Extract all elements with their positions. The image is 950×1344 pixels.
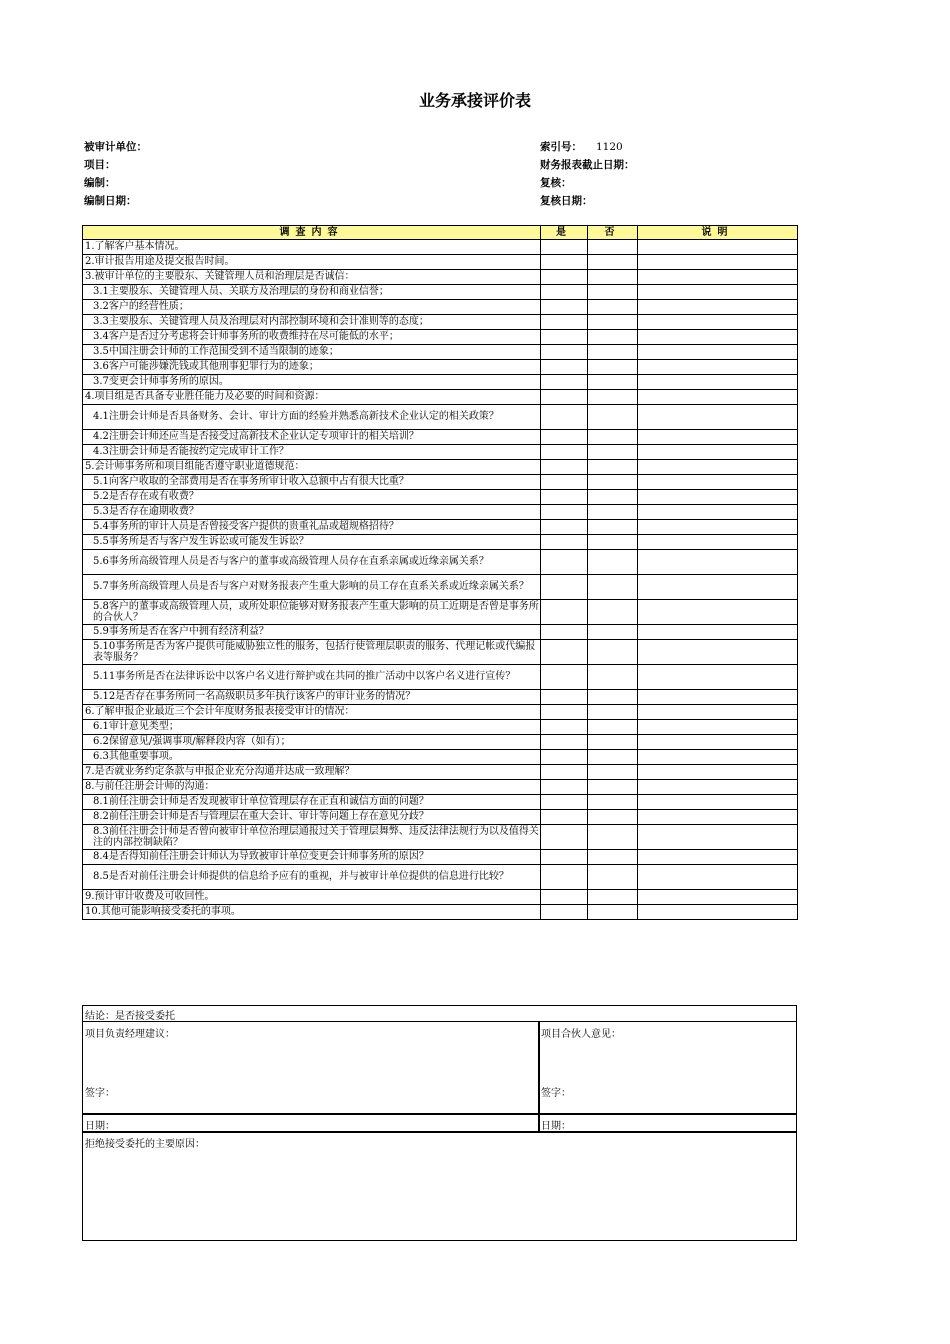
table-row [83,330,798,345]
table-row [83,600,798,625]
no-cell[interactable] [588,360,638,375]
table-row [83,300,798,315]
no-cell[interactable] [588,535,638,550]
table-row [83,430,798,445]
row-question: 6.1审计意见类型； [83,720,541,735]
meta-period-end: 财务报表截止日期： [540,159,635,171]
yes-cell[interactable] [541,810,588,825]
table-row [83,765,798,780]
row-question: 5.会计师事务所和项目组能否遵守职业道德规范： [83,460,541,475]
row-question: 5.5事务所是否与客户发生诉讼或可能发生诉讼？ [83,535,541,550]
row-question: 5.9事务所是否在客户中拥有经济利益？ [83,625,541,640]
yes-cell[interactable] [541,690,588,705]
table-row [83,445,798,460]
table-row [83,360,798,375]
no-cell[interactable] [588,765,638,780]
remark-cell[interactable] [638,475,798,490]
header-content: 调查内容 [83,226,541,240]
yes-cell[interactable] [541,345,588,360]
table-row [83,825,798,850]
yes-cell[interactable] [541,535,588,550]
no-cell[interactable] [588,690,638,705]
table-row [83,535,798,550]
no-cell[interactable] [588,345,638,360]
table-row [83,505,798,520]
row-question: 3.被审计单位的主要股东、关键管理人员和治理层是否诚信： [83,270,541,285]
no-cell[interactable] [588,625,638,640]
yes-cell[interactable] [541,575,588,600]
remark-cell[interactable] [638,810,798,825]
rejection-reason-box[interactable] [82,1131,797,1241]
no-cell[interactable] [588,550,638,575]
remark-cell[interactable] [638,600,798,625]
row-question: 5.7事务所高级管理人员是否与客户对财务报表产生重大影响的员工存在直系关系或近缘亲属关系？ [83,575,541,600]
header-yes: 是 [541,226,588,240]
table-row [83,750,798,765]
no-cell[interactable] [588,640,638,665]
yes-cell[interactable] [541,240,588,255]
no-cell[interactable] [588,890,638,905]
yes-cell[interactable] [541,445,588,460]
remark-cell[interactable] [638,705,798,720]
conclusion-label: 结论：是否接受委托 [85,1011,175,1022]
table-row [83,780,798,795]
remark-cell[interactable] [638,255,798,270]
no-cell[interactable] [588,575,638,600]
remark-cell[interactable] [638,520,798,535]
remark-cell[interactable] [638,285,798,300]
remark-cell[interactable] [638,330,798,345]
table-row [83,735,798,750]
table-row [83,255,798,270]
yes-cell[interactable] [541,705,588,720]
table-row [83,270,798,285]
meta-right [540,138,649,210]
meta-review-date: 复核日期： [540,195,593,207]
table-row [83,405,798,430]
table-row [83,345,798,360]
no-cell[interactable] [588,520,638,535]
yes-cell[interactable] [541,750,588,765]
row-question: 3.7变更会计师事务所的原因。 [83,375,541,390]
yes-cell[interactable] [541,390,588,405]
yes-cell[interactable] [541,890,588,905]
row-question: 4.2注册会计师还应当是否接受过高新技术企业认定专项审计的相关培训？ [83,430,541,445]
yes-cell[interactable] [541,375,588,390]
remark-cell[interactable] [638,665,798,690]
row-question: 5.6事务所高级管理人员是否与客户的董事或高级管理人员存在直系亲属或近缘亲属关系？ [83,550,541,575]
no-cell[interactable] [588,270,638,285]
row-question: 6.3其他重要事项。 [83,750,541,765]
row-question: 5.10事务所是否为客户提供可能威胁独立性的服务，包括行使管理层职责的服务、代理记帐或代编报表等服务？ [83,640,541,665]
table-row [83,665,798,690]
no-cell[interactable] [588,905,638,920]
yes-cell[interactable] [541,255,588,270]
yes-cell[interactable] [541,735,588,750]
partner-opinion-box[interactable] [538,1021,797,1115]
remark-cell[interactable] [638,315,798,330]
meta-index-no: 索引号： 1120 [540,141,623,153]
manager-opinion-label: 项目负责经理建议： [85,1029,175,1040]
table-row [83,905,798,920]
remark-cell[interactable] [638,460,798,475]
row-question: 6.了解申报企业最近三个会计年度财务报表接受审计的情况： [83,705,541,720]
remark-cell[interactable] [638,505,798,520]
table-row [83,285,798,300]
table-row [83,460,798,475]
row-question: 3.1主要股东、关键管理人员、关联方及治理层的身份和商业信誉； [83,285,541,300]
no-cell[interactable] [588,300,638,315]
no-cell[interactable] [588,810,638,825]
table-row [83,575,798,600]
yes-cell[interactable] [541,780,588,795]
table-header-row [83,226,798,240]
table-row [83,475,798,490]
no-cell[interactable] [588,255,638,270]
yes-cell[interactable] [541,285,588,300]
yes-cell[interactable] [541,360,588,375]
table-row [83,390,798,405]
no-cell[interactable] [588,600,638,625]
remark-cell[interactable] [638,390,798,405]
row-question: 3.4客户是否过分考虑将会计师事务所的收费维持在尽可能低的水平； [83,330,541,345]
no-cell[interactable] [588,850,638,865]
row-question: 5.12是否存在事务所同一名高级职员多年执行该客户的审计业务的情况？ [83,690,541,705]
row-question: 8.5是否对前任注册会计师提供的信息给予应有的重视，并与被审计单位提供的信息进行比较？ [83,865,541,890]
header-remark: 说明 [638,226,798,240]
remark-cell[interactable] [638,865,798,890]
remark-cell[interactable] [638,575,798,600]
remark-cell[interactable] [638,360,798,375]
remark-cell[interactable] [638,750,798,765]
yes-cell[interactable] [541,640,588,665]
remark-cell[interactable] [638,375,798,390]
remark-cell[interactable] [638,690,798,705]
meta-reviewer: 复核： [540,177,572,189]
table-row [83,625,798,640]
row-question: 5.3是否存在逾期收费？ [83,505,541,520]
remark-cell[interactable] [638,625,798,640]
row-question: 8.1前任注册会计师是否发现被审计单位管理层存在正直和诚信方面的问题？ [83,795,541,810]
yes-cell[interactable] [541,330,588,345]
no-cell[interactable] [588,390,638,405]
yes-cell[interactable] [541,505,588,520]
no-cell[interactable] [588,445,638,460]
yes-cell[interactable] [541,430,588,445]
yes-cell[interactable] [541,905,588,920]
no-cell[interactable] [588,405,638,430]
no-cell[interactable] [588,825,638,850]
remark-cell[interactable] [638,430,798,445]
remark-cell[interactable] [638,490,798,505]
table-row [83,705,798,720]
remark-cell[interactable] [638,270,798,285]
no-cell[interactable] [588,375,638,390]
partner-date-label: 日期： [541,1121,571,1132]
remark-cell[interactable] [638,890,798,905]
row-question: 2.审计报告用途及提交报告时间。 [83,255,541,270]
row-question: 5.4事务所的审计人员是否曾接受客户提供的贵重礼品或超规格招待？ [83,520,541,535]
row-question: 4.项目组是否具备专业胜任能力及必要的时间和资源： [83,390,541,405]
remark-cell[interactable] [638,905,798,920]
row-question: 5.8客户的董事或高级管理人员，或所处职位能够对财务报表产生重大影响的员工近期是否曾是事务所的合伙人？ [83,600,541,625]
table-row [83,720,798,735]
no-cell[interactable] [588,490,638,505]
partner-opinion-label: 项目合伙人意见： [541,1029,621,1040]
meta-auditee: 被审计单位： [84,141,147,153]
yes-cell[interactable] [541,520,588,535]
no-cell[interactable] [588,505,638,520]
table-row [83,520,798,535]
remark-cell[interactable] [638,300,798,315]
remark-cell[interactable] [638,345,798,360]
no-cell[interactable] [588,735,638,750]
header-no: 否 [588,226,638,240]
rejection-reason-label: 拒绝接受委托的主要原因： [85,1139,205,1150]
remark-cell[interactable] [638,735,798,750]
row-question: 1.了解客户基本情况。 [83,240,541,255]
partner-sign-label: 签字： [541,1088,571,1099]
yes-cell[interactable] [541,600,588,625]
table-row [83,810,798,825]
no-cell[interactable] [588,780,638,795]
remark-cell[interactable] [638,795,798,810]
remark-cell[interactable] [638,550,798,575]
no-cell[interactable] [588,240,638,255]
row-question: 6.2保留意见/强调事项/解释段内容（如有）； [83,735,541,750]
no-cell[interactable] [588,430,638,445]
no-cell[interactable] [588,665,638,690]
no-cell[interactable] [588,705,638,720]
yes-cell[interactable] [541,300,588,315]
row-question: 5.1向客户收取的全部费用是否在事务所审计收入总额中占有很大比重？ [83,475,541,490]
yes-cell[interactable] [541,475,588,490]
evaluation-table [82,225,798,920]
no-cell[interactable] [588,720,638,735]
no-cell[interactable] [588,750,638,765]
remark-cell[interactable] [638,445,798,460]
yes-cell[interactable] [541,825,588,850]
row-question: 4.1注册会计师是否具备财务、会计、审计方面的经验并熟悉高新技术企业认定的相关政策？ [83,405,541,430]
meta-left [84,138,161,210]
no-cell[interactable] [588,460,638,475]
no-cell[interactable] [588,475,638,490]
partner-date-box[interactable] [538,1113,797,1133]
manager-sign-label: 签字： [85,1088,115,1099]
yes-cell[interactable] [541,865,588,890]
table-row [83,690,798,705]
table-row [83,865,798,890]
remark-cell[interactable] [638,535,798,550]
remark-cell[interactable] [638,850,798,865]
yes-cell[interactable] [541,765,588,780]
meta-preparer: 编制： [84,177,116,189]
remark-cell[interactable] [638,720,798,735]
yes-cell[interactable] [541,850,588,865]
row-question: 8.与前任注册会计师的沟通： [83,780,541,795]
table-row [83,240,798,255]
table-row [83,850,798,865]
yes-cell[interactable] [541,550,588,575]
table-row [83,890,798,905]
manager-opinion-box[interactable] [82,1021,540,1115]
yes-cell[interactable] [541,270,588,285]
row-question: 3.2客户的经营性质； [83,300,541,315]
no-cell[interactable] [588,795,638,810]
row-question: 8.2前任注册会计师是否与管理层在重大会计、审计等问题上存在意见分歧？ [83,810,541,825]
row-question: 5.2是否存在或有收费？ [83,490,541,505]
yes-cell[interactable] [541,795,588,810]
row-question: 3.5中国注册会计师的工作范围受到不适当限制的迹象； [83,345,541,360]
no-cell[interactable] [588,330,638,345]
remark-cell[interactable] [638,640,798,665]
meta-project: 项目： [84,159,116,171]
row-question: 7.是否就业务约定条款与申报企业充分沟通并达成一致理解？ [83,765,541,780]
table-row [83,550,798,575]
row-question: 3.3主要股东、关键管理人员及治理层对内部控制环境和会计准则等的态度； [83,315,541,330]
table-row [83,795,798,810]
row-question: 3.6客户可能涉嫌洗钱或其他刑事犯罪行为的迹象； [83,360,541,375]
remark-cell[interactable] [638,405,798,430]
table-row [83,490,798,505]
row-question: 10.其他可能影响接受委托的事项。 [83,905,541,920]
yes-cell[interactable] [541,490,588,505]
yes-cell[interactable] [541,460,588,475]
table-row [83,640,798,665]
row-question: 9.预计审计收费及可收回性。 [83,890,541,905]
row-question: 8.3前任注册会计师是否曾向被审计单位治理层通报过关于管理层舞弊、违反法律法规行为以及值得关注的内部控制缺陷？ [83,825,541,850]
row-question: 4.3注册会计师是否能按约定完成审计工作？ [83,445,541,460]
remark-cell[interactable] [638,240,798,255]
manager-date-box[interactable] [82,1113,540,1133]
table-row [83,375,798,390]
manager-date-label: 日期： [85,1121,115,1132]
no-cell[interactable] [588,315,638,330]
yes-cell[interactable] [541,625,588,640]
meta-prepared-date: 编制日期： [84,195,137,207]
form-title: 业务承接评价表 [418,91,531,110]
row-question: 5.11事务所是否在法律诉讼中以客户名义进行辩护或在共同的推广活动中以客户名义进行宣传？ [83,665,541,690]
no-cell[interactable] [588,865,638,890]
yes-cell[interactable] [541,405,588,430]
no-cell[interactable] [588,285,638,300]
row-question: 8.4是否得知前任注册会计师认为导致被审计单位变更会计师事务所的原因？ [83,850,541,865]
table-row [83,315,798,330]
remark-cell[interactable] [638,765,798,780]
conclusion-row [82,1005,797,1022]
yes-cell[interactable] [541,315,588,330]
remark-cell[interactable] [638,825,798,850]
yes-cell[interactable] [541,665,588,690]
yes-cell[interactable] [541,720,588,735]
remark-cell[interactable] [638,780,798,795]
